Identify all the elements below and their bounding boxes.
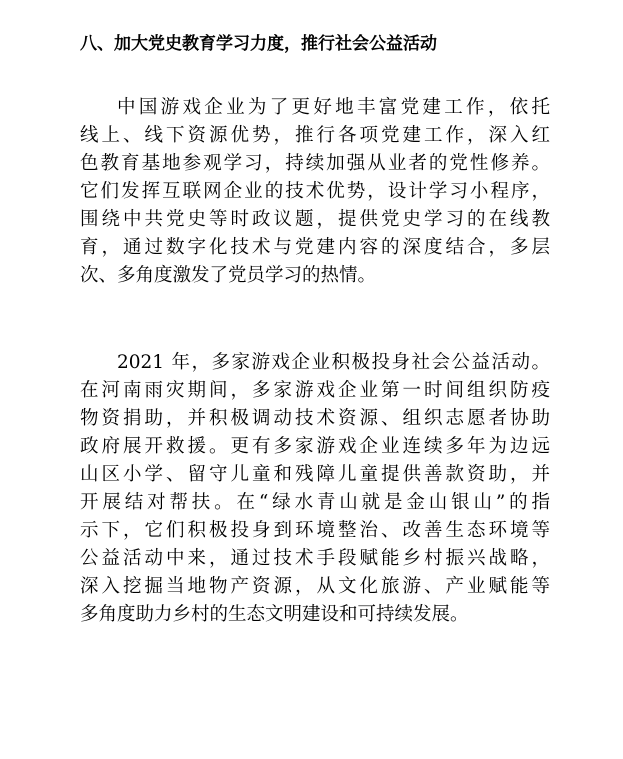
paragraph-line: 2021 年，多家游戏企业积极投身社会公益活动。: [117, 352, 550, 373]
paragraph-line: 围绕中共党史等时政议题，提供党史学习的在线教: [80, 209, 550, 230]
paragraph-line: 色教育基地参观学习，持续加强从业者的党性修养。: [80, 153, 550, 174]
paragraph-line: 物资捐助，并积极调动技术资源、组织志愿者协助: [80, 408, 550, 429]
paragraph-line: 公益活动中来，通过技术手段赋能乡村振兴战略，: [80, 548, 550, 569]
paragraph-line: 山区小学、留守儿童和残障儿童提供善款资助，并: [80, 464, 550, 485]
paragraph-line: 线上、线下资源优势，推行各项党建工作，深入红: [80, 125, 550, 146]
paragraph-line: 育，通过数字化技术与党建内容的深度结合，多层: [80, 237, 550, 258]
paragraph-line: 示下，它们积极投身到环境整治、改善生态环境等: [80, 520, 550, 541]
paragraph-line: 政府展开救援。更有多家游戏企业连续多年为边远: [80, 436, 550, 457]
paragraph-line: 多角度助力乡村的生态文明建设和可持续发展。: [80, 604, 469, 625]
paragraph-line: 中国游戏企业为了更好地丰富党建工作，依托: [117, 97, 550, 118]
paragraph-line: 在河南雨灾期间，多家游戏企业第一时间组织防疫: [80, 380, 550, 401]
paragraph-line: 开展结对帮扶。在“绿水青山就是金山银山”的指: [80, 492, 550, 513]
paragraph-line: 它们发挥互联网企业的技术优势，设计学习小程序，: [80, 181, 550, 202]
section-heading: 八、加大党史教育学习力度，推行社会公益活动: [80, 34, 437, 54]
paragraph-line: 深入挖掘当地物产资源，从文化旅游、产业赋能等: [80, 576, 550, 597]
paragraph-line: 次、多角度激发了党员学习的热情。: [80, 265, 377, 286]
